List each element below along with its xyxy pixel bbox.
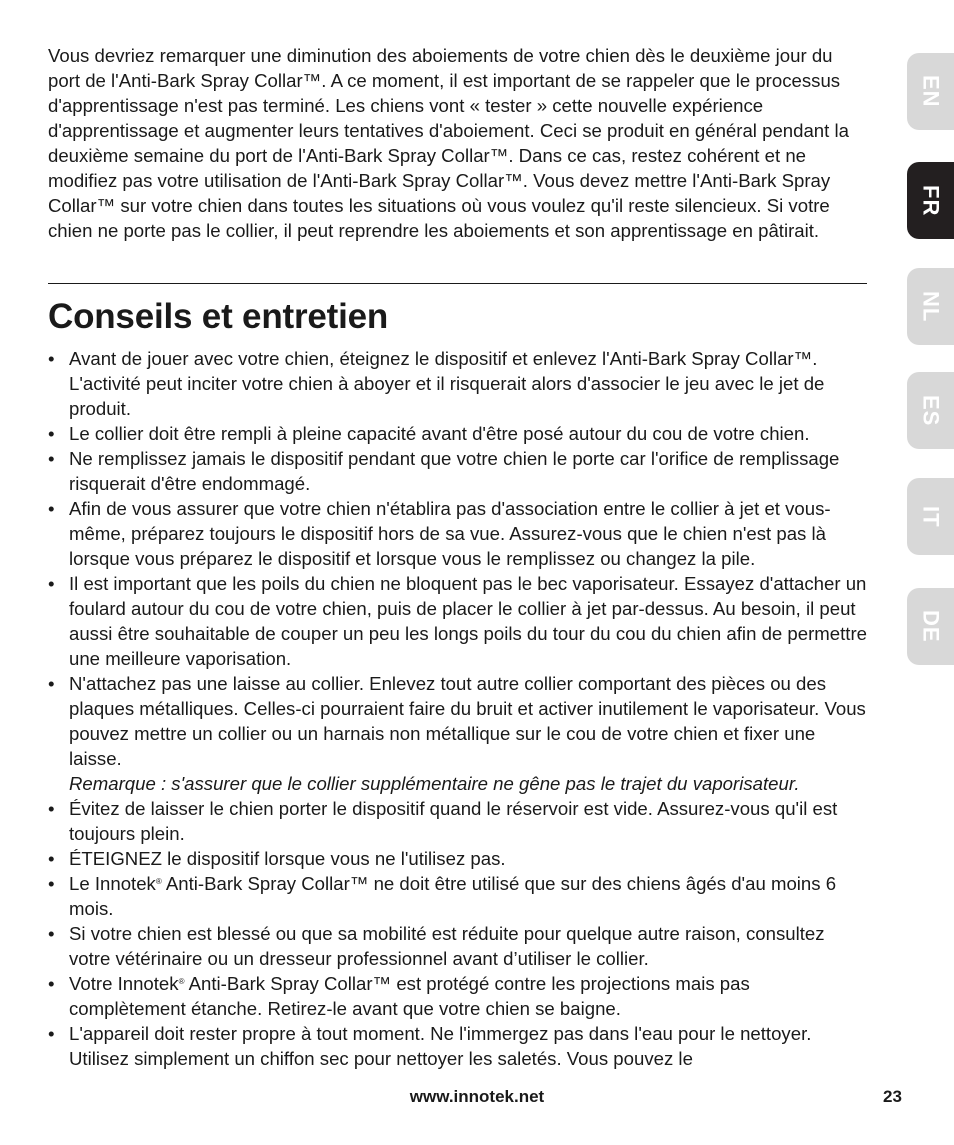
bullet-icon: • [48,423,55,444]
list-item [48,671,868,796]
section-divider [48,283,867,284]
registered-mark: ® [155,877,162,886]
bullet-icon: • [48,973,55,994]
bullet-icon: • [48,848,55,869]
list-item-text: Anti-Bark Spray Collar™ est protégé contre les projections mais pas complètement étanche. Retirez-le avant que votre chien se baigne. [69,973,750,1019]
bullet-icon: • [48,348,55,369]
bullet-icon: • [48,498,55,519]
list-item-text: Si votre chien est blessé ou que sa mobilité est réduite pour quelque autre raison, consultez votre vétérinaire ou un dresseur professionnel avant d’utiliser le collier. [69,923,825,969]
list-item [48,571,868,671]
list-item-text: Ne remplissez jamais le dispositif pendant que votre chien le porte car l'orifice de remplissage risquerait d'être endommagé. [69,448,840,494]
language-tab-label: DE [918,610,944,643]
list-item [48,871,868,921]
list-item-text: Il est important que les poils du chien ne bloquent pas le bec vaporisateur. Essayez d'attacher un foulard autour du cou de votre chien, puis de placer le collier à jet par-dessus. Au besoin, il peut aussi être souhaitable de couper un peu les longs poils du tour du cou du chien afin de permettre une meilleure vaporisation. [69,573,867,669]
language-tab-de[interactable] [907,588,954,665]
list-item-text: N'attachez pas une laisse au collier. Enlevez tout autre collier comportant des pièces ou des plaques métalliques. Celles-ci pourraient faire du bruit et activer inutilement le vaporisateur. Vous pouvez mettre un collier ou un harnais non métallique sur le cou de votre chien et fixer une laisse. [69,673,866,769]
footer-url: www.innotek.net [409,1087,545,1106]
intro-paragraph: Vous devriez remarquer une diminution des aboiements de votre chien dès le deuxième jour du port de l'Anti-Bark Spray Collar™. A ce moment, il est important de se rappeler que le processus d'apprentissage n'est pas terminé. Les chiens vont « tester » cette nouvelle expérience d'apprentissage et augmenter leurs tentatives d'aboiement. Ceci se produit en général pendant la deuxième semaine du port de l'Anti-Bark Spray Collar™. Dans ce cas, restez cohérent et ne modifiez pas votre utilisation de l'Anti-Bark Spray Collar™. Vous devez mettre l'Anti-Bark Spray Collar™ sur votre chien dans toutes les situations où vous voulez qu'il reste silencieux. Si votre chien ne porte pas le collier, il peut reprendre les aboiements et son apprentissage en pâtirait. [48,45,849,241]
language-tab-label: EN [918,75,944,108]
language-tab-fr[interactable] [907,162,954,239]
language-tab-label: NL [918,290,944,323]
language-tab-nl[interactable] [907,268,954,345]
list-item [48,346,868,421]
list-item [48,796,868,846]
language-tab-label: IT [918,505,944,528]
list-item [48,1021,868,1071]
list-item-text: L'appareil doit rester propre à tout moment. Ne l'immergez pas dans l'eau pour le nettoyer. Utilisez simplement un chiffon sec pour nettoyer les saletés. Vous pouvez le [69,1023,812,1069]
list-item-text: Le Innotek [69,873,156,894]
registered-mark: ® [178,977,185,986]
list-item-text: Afin de vous assurer que votre chien n'établira pas d'association entre le collier à jet et vous-même, préparez toujours le dispositif hors de sa vue. Assurez-vous que le chien n'est pas là lorsque vous préparez le dispositif et lorsque vous le remplissez ou changez la pile. [69,498,831,569]
language-tab-label: FR [918,184,944,217]
list-item-text: Le collier doit être rempli à pleine capacité avant d'être posé autour du cou de votre chien. [69,423,810,444]
list-item [48,446,868,496]
language-tab-label: ES [918,394,944,427]
list-item-text: Évitez de laisser le chien porter le dispositif quand le réservoir est vide. Assurez-vous qu'il est toujours plein. [69,798,838,844]
bullet-icon: • [48,673,55,694]
list-item [48,846,868,871]
list-item [48,496,868,571]
page-number: 23 [883,1087,902,1106]
language-tab-en[interactable] [907,53,954,130]
bullet-icon: • [48,448,55,469]
bullet-icon: • [48,873,55,894]
remark-note: Remarque : s'assurer que le collier supplémentaire ne gêne pas le trajet du vaporisateur. [69,773,800,794]
list-item-text: Anti-Bark Spray Collar™ ne doit être utilisé que sur des chiens âgés d'au moins 6 mois. [69,873,837,919]
list-item [48,971,868,1021]
list-item-text: ÉTEIGNEZ le dispositif lorsque vous ne l'utilisez pas. [69,848,506,869]
language-tab-it[interactable] [907,478,954,555]
language-tab-es[interactable] [907,372,954,449]
bullet-icon: • [48,798,55,819]
tips-list [48,346,868,1071]
list-item-text: Avant de jouer avec votre chien, éteignez le dispositif et enlevez l'Anti-Bark Spray Collar™. L'activité peut inciter votre chien à aboyer et il risquerait alors d'associer le jeu avec le jet de produit. [69,348,825,419]
list-item [48,421,868,446]
section-title: Conseils et entretien [48,297,389,336]
list-item-text: Votre Innotek [69,973,179,994]
bullet-icon: • [48,573,55,594]
bullet-icon: • [48,923,55,944]
bullet-icon: • [48,1023,55,1044]
list-item [48,921,868,971]
